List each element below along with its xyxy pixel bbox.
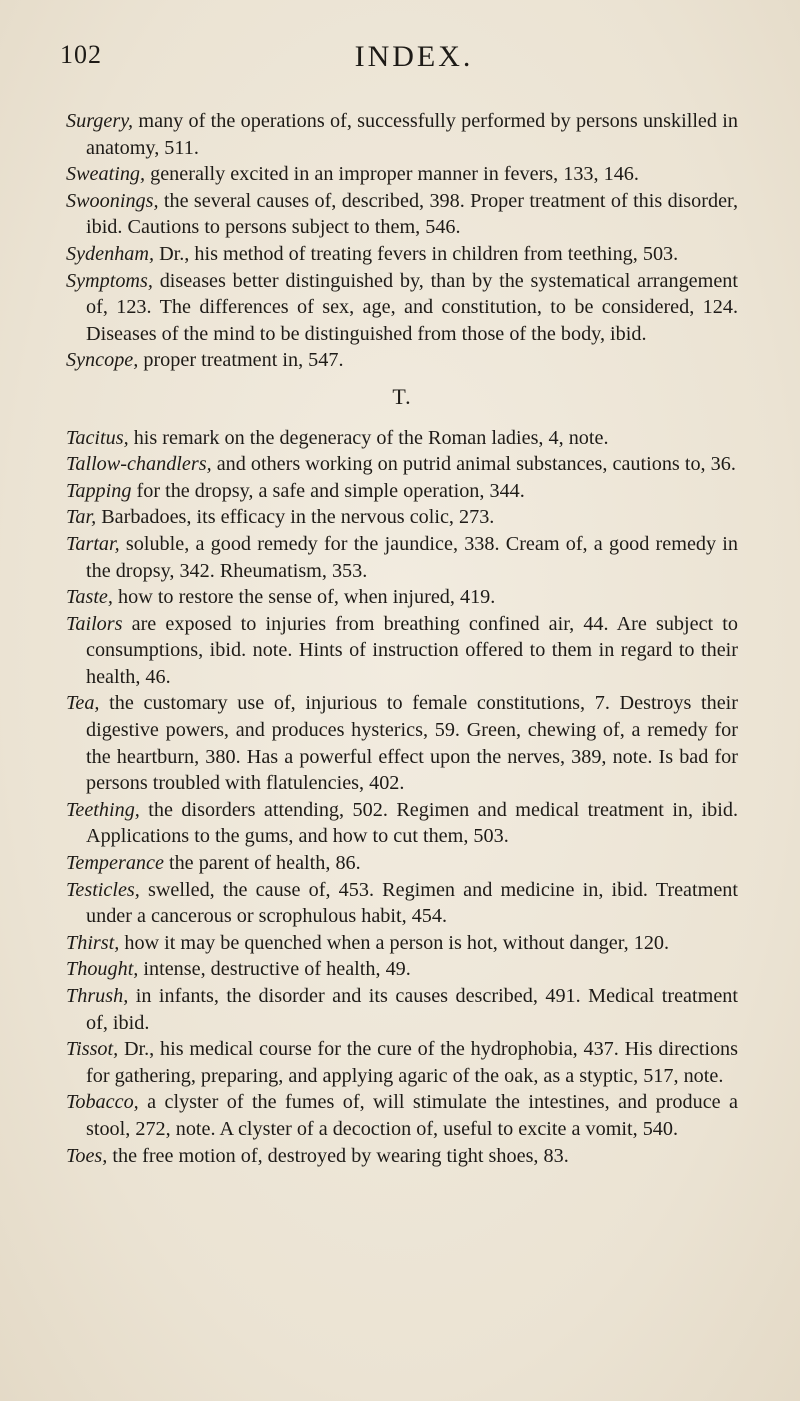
index-entry xyxy=(66,797,738,850)
entry-text: intense, destructive of health, 49. xyxy=(138,958,411,981)
index-entry xyxy=(66,850,738,877)
entry-term: Tissot, xyxy=(66,1038,119,1061)
entry-text: are exposed to injuries from breathing confined air, 44. Are subject to consumptions, ibid. note. Hints of instruction offered to them in regard to their health, 46. xyxy=(86,612,738,688)
entry-text: the free motion of, destroyed by wearing tight shoes, 83. xyxy=(107,1144,569,1167)
index-entry xyxy=(66,504,738,531)
entry-term: Tar, xyxy=(66,506,97,529)
index-entry xyxy=(66,1143,738,1170)
entry-text: and others working on putrid animal substances, cautions to, 36. xyxy=(211,453,736,476)
index-entry xyxy=(66,108,738,161)
entry-text: a clyster of the fumes of, will stimulate the intestines, and produce a stool, 272, note. A clyster of a decoction of, useful to excite a vomit, 540. xyxy=(86,1091,738,1140)
entry-term: Tapping xyxy=(66,479,132,502)
entry-term: Taste, xyxy=(66,586,113,609)
entries-t-group xyxy=(66,425,738,1170)
entry-term: Surgery, xyxy=(66,110,134,132)
index-entry xyxy=(66,983,738,1036)
entry-text: soluble, a good remedy for the jaundice, 338. Cream of, a good remedy in the dropsy, 342. Rheumatism, 353. xyxy=(86,532,738,582)
entry-term: Sydenham, xyxy=(66,242,155,265)
index-entry xyxy=(66,451,738,478)
index-entry xyxy=(66,161,738,188)
index-entry xyxy=(66,877,738,930)
entry-term: Tea, xyxy=(66,692,100,715)
index-entry xyxy=(66,478,738,505)
entry-term: Teething, xyxy=(66,798,140,821)
entry-term: Tailors xyxy=(66,612,123,635)
entry-text: how to restore the sense of, when injured, 419. xyxy=(112,586,496,609)
index-entry xyxy=(66,268,738,348)
index-entry xyxy=(66,531,738,584)
index-entry xyxy=(66,347,738,374)
entry-text: swelled, the cause of, 453. Regimen and medicine in, ibid. Treatment under a cancerous or scrophulous habit, 454. xyxy=(86,878,738,928)
entry-term: Tallow-chandlers, xyxy=(66,453,212,476)
entry-text: the several causes of, described, 398. Proper treatment of this disorder, ibid. Cautions to persons subject to them, 546. xyxy=(86,189,738,239)
entry-text: Barbadoes, its efficacy in the nervous colic, 273. xyxy=(96,506,495,529)
index-entry xyxy=(66,188,738,241)
entry-text: the parent of health, 86. xyxy=(163,852,361,875)
entry-text: how it may be quenched when a person is hot, without danger, 120. xyxy=(119,931,670,954)
index-entry xyxy=(66,956,738,983)
entry-term: Temperance xyxy=(66,852,164,875)
entry-term: Syncope, xyxy=(66,349,139,372)
entry-text: diseases better distinguished by, than by the systematical arrangement of, 123. The differences of sex, age, and constitution, to be considered, 124. Diseases of the mind to be distinguished from those of the body, ibid. xyxy=(86,269,738,345)
entry-term: Symptoms, xyxy=(66,269,153,292)
entries-s-group xyxy=(66,108,738,374)
entry-term: Thought, xyxy=(66,958,139,981)
entry-term: Tacitus, xyxy=(66,426,129,449)
entry-term: Sweating, xyxy=(66,163,146,186)
entry-term: Testicles, xyxy=(66,878,140,901)
entry-text: his remark on the degeneracy of the Roman ladies, 4, note. xyxy=(128,426,609,449)
entry-term: Tartar, xyxy=(66,532,120,555)
entry-term: Thirst, xyxy=(66,931,120,954)
entry-text: the customary use of, injurious to female constitutions, 7. Destroys their digestive powers, and produces hysterics, 59. Green, chewing of, a remedy for the heartburn, 380. Has a powerful effect upon the nerves, 389, note. Is bad for persons troubled with flatulencies, 402. xyxy=(86,692,738,795)
entry-text: for the dropsy, a safe and simple operation, 344. xyxy=(131,479,525,502)
index-entry xyxy=(66,1089,738,1142)
entry-term: Thrush, xyxy=(66,985,129,1007)
entry-term: Toes, xyxy=(66,1144,108,1167)
running-title: INDEX. xyxy=(354,40,474,73)
index-entries xyxy=(66,108,738,1169)
index-entry xyxy=(66,930,738,957)
running-head xyxy=(60,40,738,80)
entry-term: Tobacco, xyxy=(66,1091,139,1114)
entry-text: Dr., his method of treating fevers in children from teething, 503. xyxy=(154,242,679,265)
entry-term: Swoonings, xyxy=(66,189,159,212)
entry-text: generally excited in an improper manner in fevers, 133, 146. xyxy=(145,163,639,186)
index-entry xyxy=(66,425,738,452)
entry-text: the disorders attending, 502. Regimen and medical treatment in, ibid. Applications to the gums, and how to cut them, 503. xyxy=(86,798,738,848)
section-letter-t: T. xyxy=(392,383,412,409)
page-number: 102 xyxy=(60,40,102,69)
index-entry xyxy=(66,1036,738,1089)
index-entry xyxy=(66,690,738,796)
index-entry xyxy=(66,241,738,268)
index-entry xyxy=(66,584,738,611)
entry-text: in infants, the disorder and its causes described, 491. Medical treatment of, ibid. xyxy=(86,985,738,1034)
entry-text: many of the operations of, successfully performed by persons unskilled in anatomy, 511. xyxy=(86,110,738,159)
entry-text: proper treatment in, 547. xyxy=(138,349,344,372)
index-entry xyxy=(66,611,738,691)
entry-text: Dr., his medical course for the cure of the hydrophobia, 437. His directions for gathering, preparing, and applying agaric of the oak, as a styptic, 517, note. xyxy=(86,1038,738,1087)
